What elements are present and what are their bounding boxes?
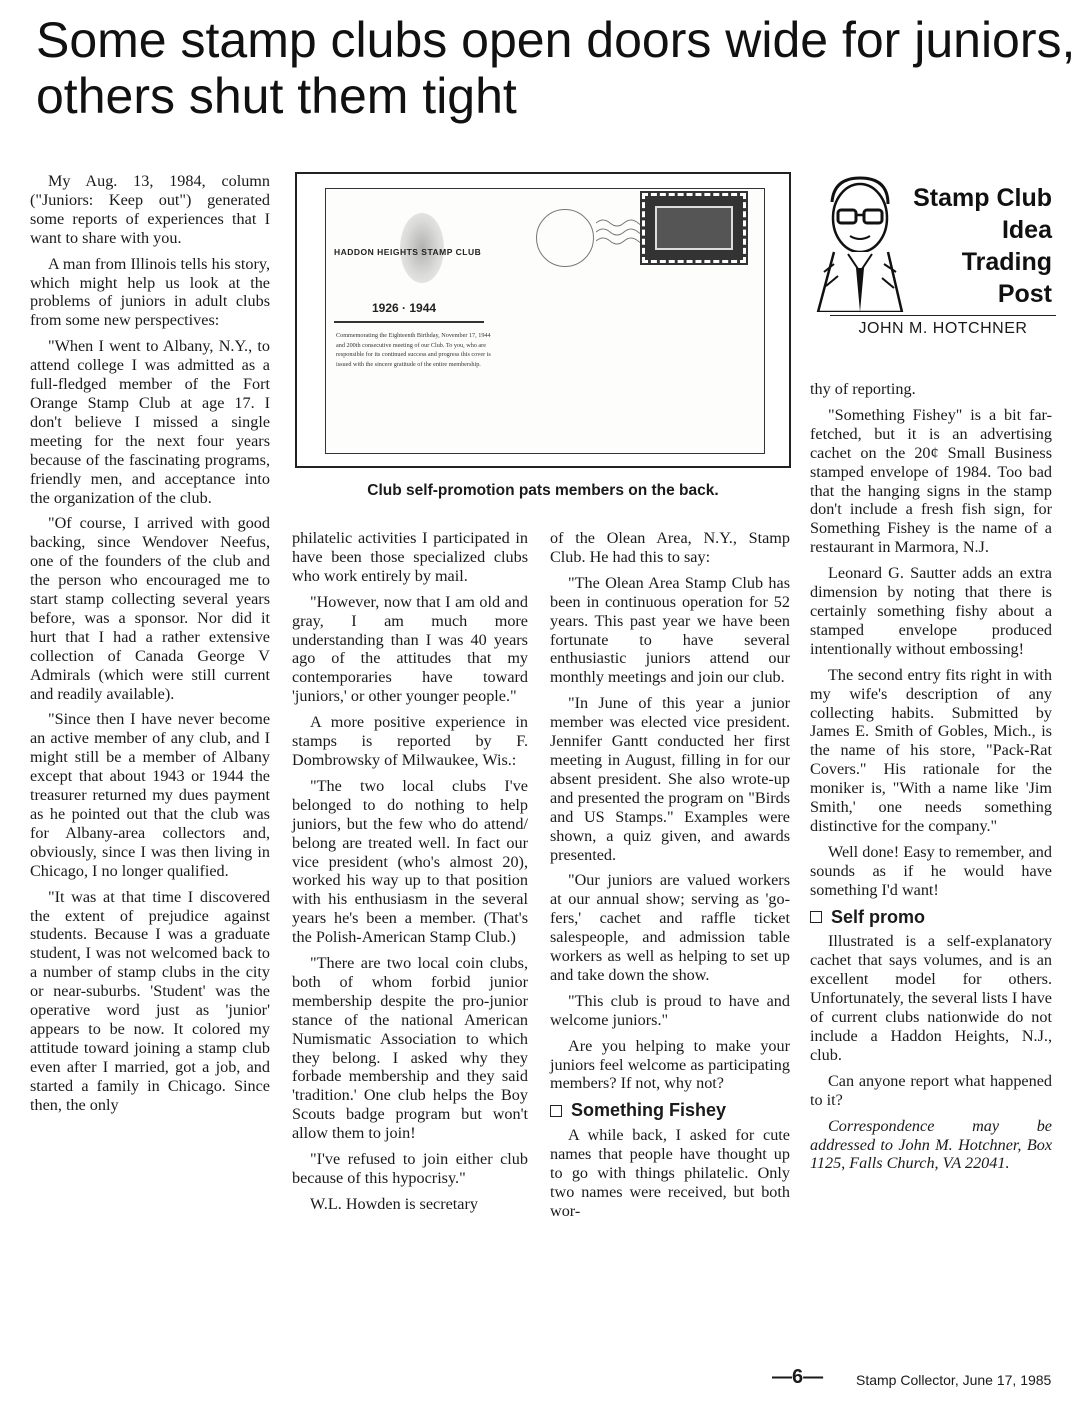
logo-title — [913, 182, 1052, 310]
paragraph: Can anyone report what happened to it? — [810, 1071, 1052, 1109]
paragraph: of the Olean Area, N.Y., Stamp Club. He had this to say: — [550, 529, 790, 566]
column-3 — [550, 529, 790, 1228]
checkbox-square-icon — [550, 1105, 562, 1117]
subhead-label: Self promo — [831, 906, 926, 927]
envelope-years: 1926 · 1944 — [372, 301, 437, 315]
logo-title-line: Trading — [961, 248, 1052, 276]
paragraph: philatelic activities I participated in have been those specialized clubs who work entirely by mail. — [292, 529, 528, 585]
illustration-frame — [295, 172, 791, 468]
cacheted-envelope — [325, 188, 765, 454]
checkbox-square-icon — [810, 911, 822, 923]
paragraph: thy of reporting. — [810, 380, 916, 398]
paragraph: The second entry fits right in with my wife's description of any collecting habits. Submitted by James E. Smith of Gobles, Mich., is the name of his store, "Pack-Rat Covers." His rationale for the moniker is, "With a name like 'Jim Smith,' one needs something distinctive for the company." — [810, 665, 1052, 835]
paragraph: My Aug. 13, 1984, column ("Juniors: Keep out") generated some reports of experiences that I want to share with you. — [30, 172, 270, 247]
subhead-label: Something Fishey — [571, 1100, 727, 1121]
paragraph: "Of course, I arrived with good backing, since Wendover Neefus, one of the founders of the club and the person who encouraged me to start stamp collecting several years before, was a sponsor. Nor did it hurt that I had a rather extensive collection of Canada George V Admirals (which were still current and readily available). — [30, 514, 270, 703]
paragraph: "Something Fishey" is a bit far-fetched, but it is an advertising cachet on the 20¢ Small Business stamped envelope of 1984. Too bad that the hanging signs in the stamp don't include a fresh fish sign, for Something Fishey is the name of a restaurant in Marmora, N.J. — [810, 405, 1052, 557]
postage-stamp-icon — [642, 193, 746, 263]
paragraph: "However, now that I am old and gray, I am much more understanding than I was 40 years ago of the attitudes that my contemporaries have toward 'juniors,' or other younger people." — [292, 592, 528, 706]
column-2 — [292, 529, 528, 1221]
author-byline: JOHN M. HOTCHNER — [858, 320, 1028, 337]
subhead-something-fishey — [550, 1101, 790, 1120]
envelope-club-name: HADDON HEIGHTS STAMP CLUB — [334, 247, 482, 257]
paragraph: A while back, I asked for cute names that people have thought up to go with things philatelic. Only two names were received, but both wor- — [550, 1126, 790, 1220]
column-1 — [30, 172, 270, 1122]
logo-title-line: Idea — [1001, 216, 1052, 244]
paragraph: "Our juniors are valued workers at our annual show; serving as 'go-fers,' cachet and raffle ticket salespeople, and admission table workers as well as helping to set up and take down the show. — [550, 871, 790, 984]
logo-title-line: Post — [997, 280, 1052, 308]
envelope-rule — [334, 321, 484, 323]
paragraph: "The two local clubs I've belonged to do nothing to help juniors, but the few who do attend/ belong are treated well. In fact our vice president (who's almost 20), worked his way up to that position with his enthusiasm in the several years he's been a member. (That's the Polish-American Stamp Club.) — [292, 776, 528, 947]
column-logo — [810, 170, 1060, 345]
paragraph: A more positive experience in stamps is reported by F. Dombrowsky of Milwaukee, Wis.: — [292, 713, 528, 769]
page-number: —6— — [772, 1366, 824, 1388]
paragraph: "When I went to Albany, N.Y., to attend college I was admitted as a full-fledged member of the Fort Orange Stamp Club at age 17. I don't believe I missed a single meeting for the next four years because of the fascinating programs, friendly men, and acceptance into the organization of the club. — [30, 337, 270, 507]
paragraph: "There are two local coin clubs, both of whom forbid junior membership despite the pro-junior stance of the national American Numismatic Association to which they belong. I asked why they forbade membership and they said 'tradition.' One club helps the Boy Scouts badge program but won't allow them to join! — [292, 954, 528, 1143]
paragraph: W.L. Howden is secretary — [310, 1194, 478, 1213]
postmark-icon — [536, 209, 594, 267]
author-portrait-icon — [814, 172, 906, 312]
logo-rule — [830, 315, 1056, 316]
paragraph: "This club is proud to have and welcome juniors." — [550, 991, 790, 1029]
subhead-self-promo — [810, 908, 1052, 927]
paragraph: "It was at that time I discovered the extent of prejudice against students. Because I was a graduate student, I was not welcomed back to a number of stamp clubs in the city or near-suburbs. 'Student' was the operative word just as 'junior' appears to be now. It colored my attitude toward joining a stamp club even after I married, got a job, and started a family in Chicago. Since then, the only — [30, 887, 270, 1114]
illustration-caption: Club self-promotion pats members on the back. — [367, 482, 719, 499]
paragraph: "Since then I have never become an active member of any club, and I might still be a member of Albany except that about 1943 or 1944 the treasurer returned my dues payment as he pointed out that the club was for Albany-area collectors and, obviously, since I was then living in Chicago, I no longer qualified. — [30, 710, 270, 880]
paragraph: "The Olean Area Stamp Club has been in continuous operation for 52 years. This past year we have been fortunate to have several enthusiastic juniors attend our monthly meetings and join our club. — [550, 573, 790, 687]
paragraph: Are you helping to make your juniors feel welcome as participating members? If not, why not? — [550, 1036, 790, 1093]
headline: Some stamp clubs open doors wide for juniors, others shut them tight — [36, 12, 1076, 124]
paragraph: Leonard G. Sautter adds an extra dimension by noting that there is certainly something fishy about a stamped envelope produced intentionally without embossing! — [810, 564, 1052, 658]
paragraph: A man from Illinois tells his story, which might help us look at the problems of juniors in adult clubs from some new perspectives: — [30, 254, 270, 330]
paragraph: "I've refused to join either club because of this hypocrisy." — [292, 1150, 528, 1187]
paragraph: "In June of this year a junior member was elected vice president. Jennifer Gantt conducted her first meeting in August, filling in for our absent president. She also wrote-up and presented the program on "Birds and US Stamps." Examples were shown, a quiz given, and awards presented. — [550, 694, 790, 864]
correspondence-note: Correspondence may be addressed to John M. Hotchner, Box 1125, Falls Church, VA 22041. — [810, 1116, 1052, 1173]
paragraph: Well done! Easy to remember, and sounds as if he would have something I'd want! — [810, 842, 1052, 899]
envelope-cachet-text: Commemorating the Eighteenth Birthday, November 17, 1944 and 200th consecutive meeting of our Club. To you, who are responsible for its continued success and progress this cover is issued with the sincere gratitude of the entire membership. — [336, 332, 491, 368]
publication-line: Stamp Collector, June 17, 1985 — [856, 1372, 1052, 1388]
paragraph: Illustrated is a self-explanatory cachet that says volumes, and is an excellent model for others. Unfortunately, the several lists I have of current clubs nationwide do not include a Haddon Heights, N.J., club. — [810, 932, 1052, 1064]
logo-title-line: Stamp Club — [913, 184, 1052, 212]
column-4 — [810, 380, 1052, 1180]
